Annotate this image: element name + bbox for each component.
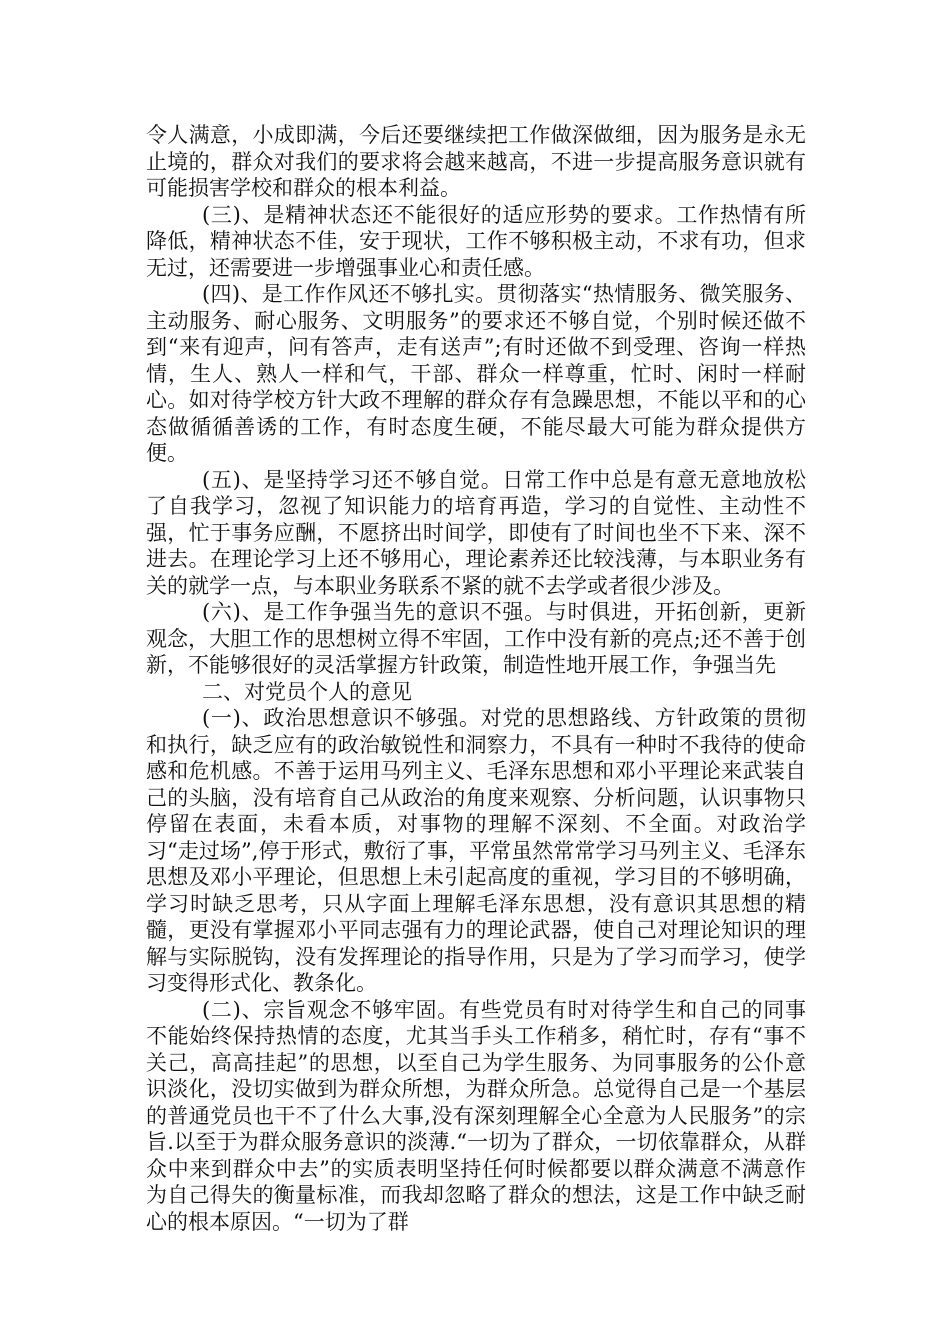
paragraph-1: 令人满意，小成即满，今后还要继续把工作做深做细，因为服务是永无止境的，群众对我们的要求将会越来越高，不进一步提高服务意识就有可能损害学校和群众的根本利益。 bbox=[146, 123, 806, 200]
paragraph-6: (一)、政治思想意识不够强。对党的思想路线、方针政策的贯彻和执行，缺乏应有的政治敏锐性和洞察力，不具有一种时不我待的使命感和危机感。不善于运用马列主义、毛泽东思想和邓小平理论来武装自己的头脑，没有培育自己从政治的角度来观察、分析问题，认识事物只停留在表面，未看本质，对事物的理解不深刻、不全面。对政治学习“走过场”,停于形式，敷衍了事，平常虽然常常学习马列主义、毛泽东思想及邓小平理论，但思想上未引起高度的重视，学习目的不够明确，学习时缺乏思考，只从字面上理解毛泽东思想，没有意识其思想的精髓，更没有掌握邓小平同志强有力的理论武器，使自己对理论知识的理解与实际脱钩，没有发挥理论的指导作用，只是为了学习而学习，使学习变得形式化、教条化。 bbox=[146, 706, 806, 995]
paragraph-2: (三)、是精神状态还不能很好的适应形势的要求。工作热情有所降低，精神状态不佳，安于现状，工作不够积极主动，不求有功，但求无过，还需要进一步增强事业心和责任感。 bbox=[146, 202, 806, 280]
paragraph-5: (六)、是工作争强当先的意识不强。与时俱进，开拓创新，更新观念，大胆工作的思想树立得不牢固，工作中没有新的亮点;还不善于创新，不能够很好的灵活掌握方针政策，制造性地开展工作，争强当先 bbox=[146, 600, 806, 677]
document-page bbox=[146, 122, 806, 1235]
paragraph-3: (四)、是工作作风还不够扎实。贯彻落实“热情服务、微笑服务、主动服务、耐心服务、文明服务”的要求还不够自觉，个别时候还做不到“来有迎声，问有答声，走有送声”;有时还做不到受理、咨询一样热情，生人、熟人一样和气，干部、群众一样尊重，忙时、闲时一样耐心。如对待学校方针大政不理解的群众存有急躁思想，不能以平和的心态做循循善诱的工作，有时态度生硬，不能尽最大可能为群众提供方便。 bbox=[146, 282, 806, 465]
paragraph-7: (二)、宗旨观念不够牢固。有些党员有时对待学生和自己的同事不能始终保持热情的态度，尤其当手头工作稍多，稍忙时，存有“事不关己，高高挂起”的思想，以至自己为学生服务、为同事服务的公仆意识淡化，没切实做到为群众所想，为群众所急。总觉得自己是一个基层的普通党员也干不了什么大事,没有深刻理解全心全意为人民服务”的宗旨.以至于为群众服务意识的淡薄.“一切为了群众，一切依靠群众，从群众中来到群众中去”的实质表明坚持任何时候都要以群众满意不满意作为自己得失的衡量标准，而我却忽略了群众的想法，这是工作中缺乏耐心的根本原因。“一切为了群 bbox=[146, 997, 806, 1234]
section-heading: 二、对党员个人的意见 bbox=[202, 679, 412, 704]
paragraph-4: (五)、是坚持学习还不够自觉。日常工作中总是有意无意地放松了自我学习，忽视了知识能力的培育再造，学习的自觉性、主动性不强，忙于事务应酬，不愿挤出时间学，即使有了时间也坐不下来、深不进去。在理论学习上还不够用心，理论素养还比较浅薄，与本职业务有关的就学一点，与本职业务联系不紧的就不去学或者很少涉及。 bbox=[146, 467, 806, 598]
